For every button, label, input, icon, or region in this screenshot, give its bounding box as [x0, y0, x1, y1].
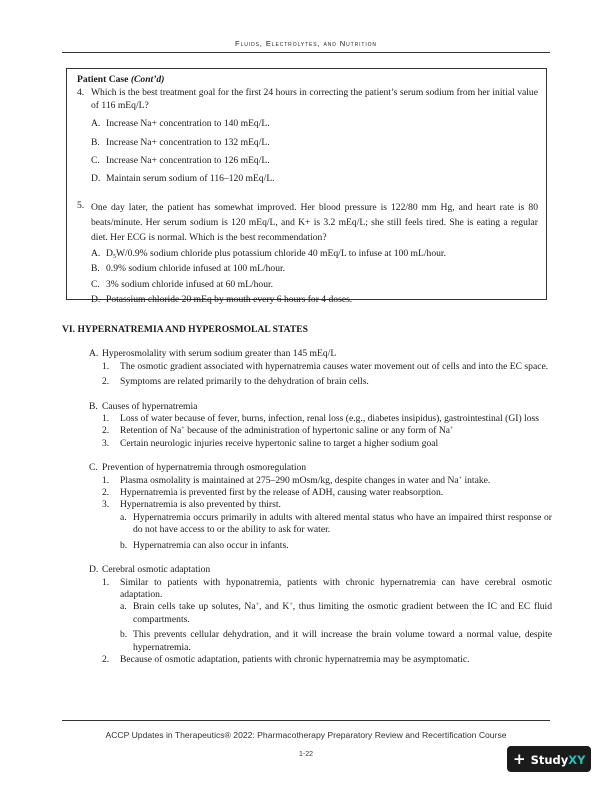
question-4-options: [77, 118, 538, 186]
outline-item: 3. Certain neurologic injuries receive hypertonic saline to target a higher sodium goal: [102, 437, 439, 449]
outline-subitem: b. This prevents cellular dehydration, and it will increase the brain volume toward a normal value, despite hypernatremia.: [120, 629, 552, 653]
outline-subitem: b. Hypernatremia can also occur in infants.: [120, 539, 289, 551]
q5-option: B. 0.9% sodium chloride infused at 100 mL/hour.: [91, 263, 286, 275]
hypernatremia-section: [62, 324, 552, 678]
outline-item: 1. Loss of water because of fever, burns, infection, renal loss (e.g., diabetes insipidus), gastrointestinal (GI) loss: [102, 413, 539, 425]
outline-item: 1. The osmotic gradient associated with hypernatremia causes water movement out of cells and into the EC space.: [102, 360, 549, 372]
outline-block-d: D. Cerebral osmotic adaptation 1. Similar to patients with hyponatremia, patients with chronic hypernatremia can have cerebral osmotic adaptation. a. Brain cells take up solutes, Na+, and K+, thus limiting the osmotic gradient between the IC and EC fluid compartments. b. This prevents cellular dehydration, and it will increase the brain volume toward a normal value, despite hypernatremia. 2. Because of osmotic adaptation, patients with chronic hypernatremia may be asymptomatic.: [89, 564, 552, 665]
outline-item: 1. Plasma osmolality is maintained at 275–290 mOsm/kg, despite changes in water and Na+ intake.: [102, 474, 491, 486]
q5-option: C. 3% sodium chloride infused at 60 mL/hour.: [91, 278, 274, 290]
question-4: 4. Which is the best treatment goal for the first 24 hours in correcting the patient’s serum sodium from her initial value of 116 mEq/L?: [77, 87, 538, 111]
running-header: Fluids, Electrolytes, and Nutrition: [235, 39, 377, 48]
outline-block-c: C. Prevention of hypernatremia through osmoregulation 1. Plasma osmolality is maintained at 275–290 mOsm/kg, despite changes in water and Na+ intake. 2. Hypernatremia is prevented first by the release of ADH, causing water reabsorption. 3. Hypernatremia is also prevented by thirst. a. Hypernatremia occurs primarily in adults with altered mental status who have an impaired thirst response or do not have access to or the ability to ask for water. b. Hypernatremia can also occur in infants.: [89, 462, 552, 551]
outline-block-a: A. Hyperosmolality with serum sodium greater than 145 mEq/L 1. The osmotic gradient associated with hypernatremia causes water movement out of cells and into the EC space. 2. Symptoms are related primarily to the dehydration of brain cells.: [89, 348, 552, 388]
page-number: 1-22: [298, 751, 313, 758]
q4-option: C. Increase Na+ concentration to 126 mEq/L.: [91, 155, 270, 167]
outline-item: 3. Hypernatremia is also prevented by thirst.: [102, 499, 281, 511]
outline-item: 2. Retention of Na+ because of the administration of hypertonic saline or any form of Na+: [102, 425, 454, 437]
brand-name: Study: [530, 753, 569, 767]
outline-block-b: B. Causes of hypernatremia 1. Loss of water because of fever, burns, infection, renal loss (e.g., diabetes insipidus), gastrointestinal (GI) loss 2. Retention of Na+ because of the administration of hypertonic saline or any form of Na+ 3. Certain neurologic injuries receive hypertonic saline to target a higher sodium goal: [89, 401, 552, 451]
brand-accent: XY: [568, 753, 586, 767]
outline-item: 2. Symptoms are related primarily to the dehydration of brain cells.: [102, 376, 369, 388]
q4-option: D. Maintain serum sodium of 116–120 mEq/L.: [91, 173, 275, 185]
q5-option: D. Potassium chloride 20 mEq by mouth every 6 hours for 4 doses.: [91, 294, 353, 306]
patient-case-box: [66, 68, 547, 306]
outline-item: 1. Similar to patients with hyponatremia, patients with chronic hypernatremia can have cerebral osmotic adaptation.: [102, 576, 552, 600]
q5-option: A. $D_5W/0.9\%$ sodium chloride plus potassium chloride 40 mEq/L to infuse at 100 mL/hour.: [91, 247, 446, 260]
question-5-options: [77, 248, 538, 307]
plus-icon: +: [513, 750, 526, 768]
header-rule: [62, 52, 550, 53]
outline-subitem: a. Hypernatremia occurs primarily in adults with altered mental status who have an impaired thirst response or do not have access to or the ability to ask for water.: [120, 511, 552, 536]
outline-item: 2. Because of osmotic adaptation, patients with chronic hypernatremia may be asymptomatic.: [102, 653, 470, 665]
outline-item: 2. Hypernatremia is prevented first by the release of ADH, causing water reabsorption.: [102, 487, 444, 499]
case-title: Patient Case (Cont’d): [77, 74, 165, 85]
footer-rule: [62, 720, 550, 721]
q4-option: B. Increase Na+ concentration to 132 mEq/L.: [91, 136, 270, 148]
outline-subitem: a. Brain cells take up solutes, Na+, and K+, thus limiting the osmotic gradient between the IC and EC fluid compartments.: [120, 601, 552, 625]
q4-option: A. Increase Na+ concentration to 140 mEq/L.: [91, 118, 270, 130]
section-title: VI. HYPERNATREMIA AND HYPEROSMOLAL STATES: [62, 324, 309, 335]
studyxy-badge[interactable]: [507, 746, 591, 772]
question-5: 5. One day later, the patient has somewhat improved. Her blood pressure is 122/80 mm Hg, and heart rate is 80 beats/minute. Her serum sodium is 120 mEq/L, and K+ is 3.2 mEq/L; she still feels tired. She is eating a regular diet. Her ECG is normal. Which is the best recommendation?: [77, 199, 538, 243]
footer-text: ACCP Updates in Therapeutics® 2022: Pharmacotherapy Preparatory Review and Recertification Course: [105, 730, 507, 740]
